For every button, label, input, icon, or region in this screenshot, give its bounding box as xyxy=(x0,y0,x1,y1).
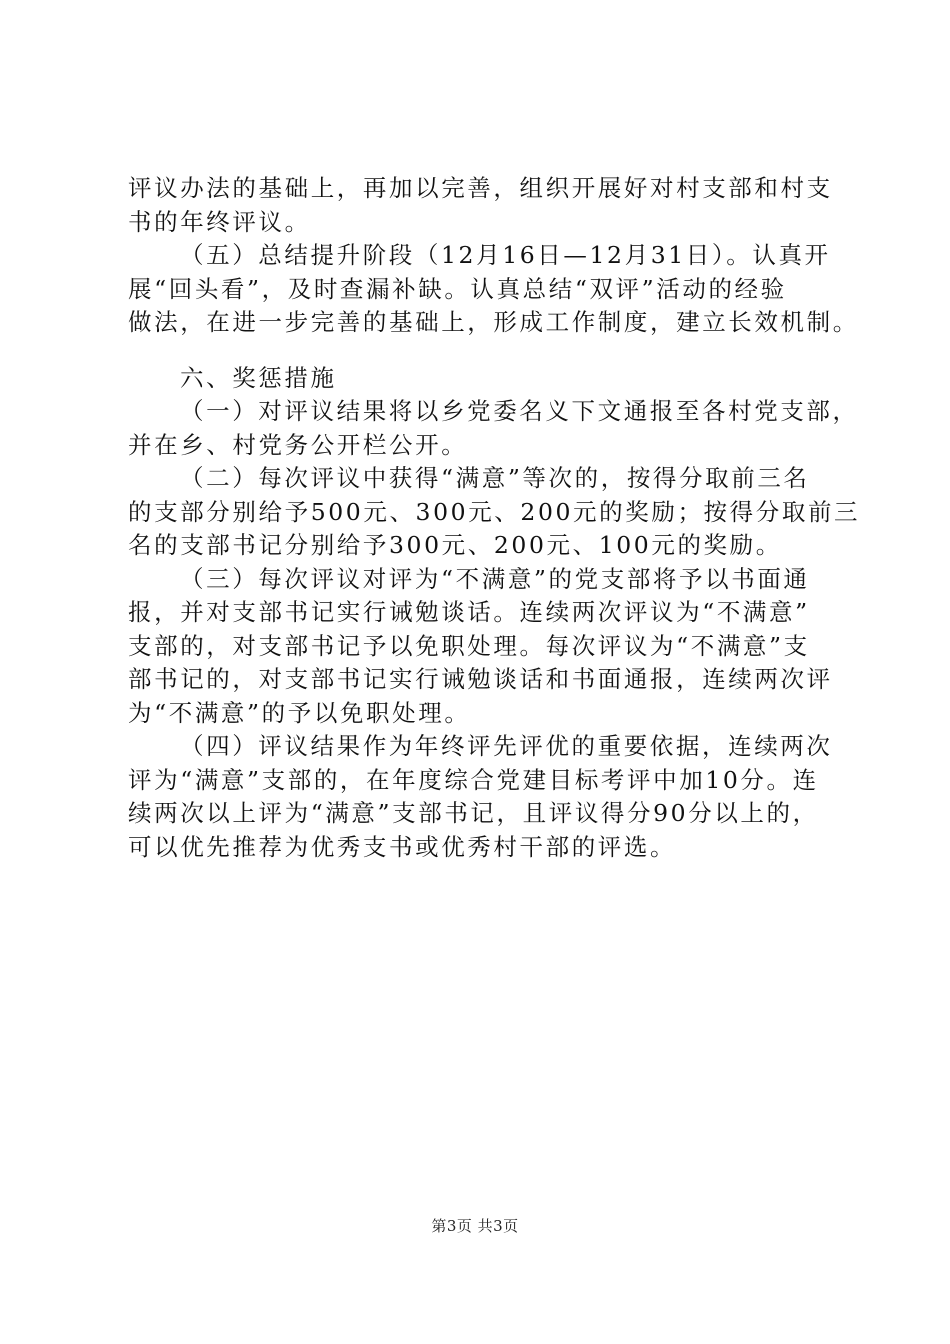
paragraph-line: 评为“满意”支部的，在年度综合党建目标考评中加10分。连 xyxy=(128,765,819,794)
section-heading: 六、奖惩措施 xyxy=(180,363,337,392)
paragraph-line: （一）对评议结果将以乡党委名义下文通报至各村党支部， xyxy=(180,397,859,425)
paragraph-line: 展“回头看”，及时查漏补缺。认真总结“双评”活动的经验 xyxy=(128,274,787,303)
paragraph-line: 为“不满意”的予以免职处理。 xyxy=(128,698,471,727)
paragraph-line: 做法，在进一步完善的基础上，形成工作制度，建立长效机制。 xyxy=(128,308,859,336)
paragraph-line: 名的支部书记分别给予300元、200元、100元的奖励。 xyxy=(128,531,782,559)
paragraph-line: （四）评议结果作为年终评先评优的重要依据，连续两次 xyxy=(180,732,833,760)
paragraph-line: 书的年终评议。 xyxy=(128,207,311,236)
page-number-footer: 第3页 共3页 xyxy=(431,1217,519,1235)
paragraph-line: 部书记的，对支部书记实行诫勉谈话和书面通报，连续两次评 xyxy=(128,665,833,693)
paragraph-line: 评议办法的基础上，再加以完善，组织开展好对村支部和村支 xyxy=(128,174,833,202)
paragraph-line: （五）总结提升阶段（12月16日—12月31日）。认真开 xyxy=(180,241,831,269)
paragraph-line: （三）每次评议对评为“不满意”的党支部将予以书面通 xyxy=(180,564,810,593)
paragraph-line: 并在乡、村党务公开栏公开。 xyxy=(128,430,468,459)
paragraph-line: 可以优先推荐为优秀支书或优秀村干部的评选。 xyxy=(128,832,677,861)
paragraph-gap xyxy=(128,340,848,362)
paragraph-line: 支部的，对支部书记予以免职处理。每次评议为“不满意”支 xyxy=(128,631,810,660)
document-body xyxy=(128,172,861,864)
paragraph-line: 的支部分别给予500元、300元、200元的奖励；按得分取前三 xyxy=(128,497,861,526)
paragraph-line: （二）每次评议中获得“满意”等次的，按得分取前三名 xyxy=(180,464,810,492)
paragraph-line: 续两次以上评为“满意”支部书记，且评议得分90分以上的， xyxy=(128,799,819,827)
paragraph-line: 报，并对支部书记实行诫勉谈话。连续两次评议为“不满意” xyxy=(128,598,810,626)
